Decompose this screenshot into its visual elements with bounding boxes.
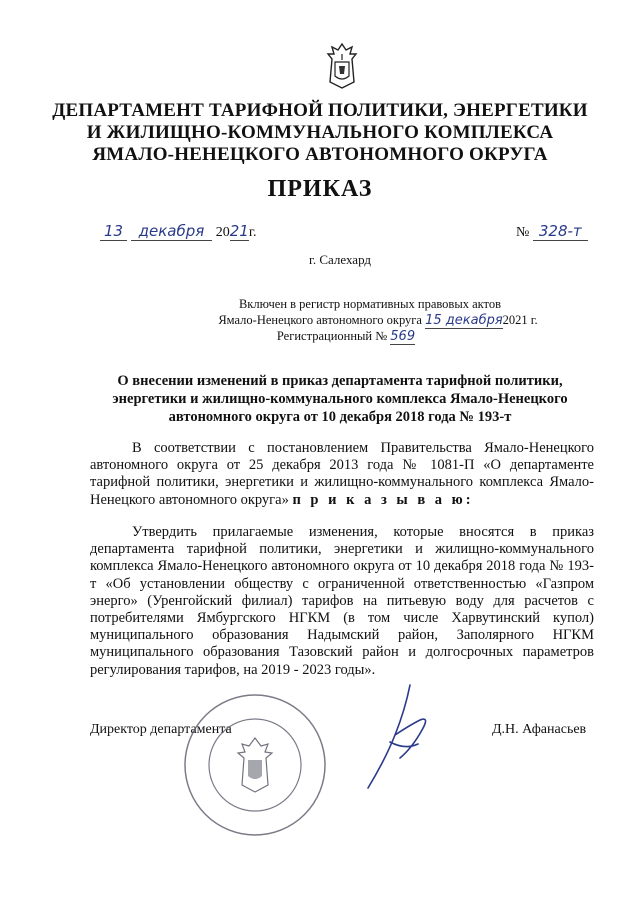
number-label: №	[516, 225, 530, 240]
date-day: 13	[100, 222, 127, 241]
preamble-text: В соответствии с постановлением Правительства Ямало-Ненецкого автономного округа от 25 декабря 2013 года № 1081-П «О департаменте тарифной политики, энергетики и жилищно-коммунального комплекса Ямало-Ненецкого автономного округа»	[90, 440, 594, 508]
order-date	[100, 222, 257, 241]
official-seal	[180, 690, 330, 840]
registry-line-3	[26, 328, 640, 345]
order-word: п р и к а з ы в а ю:	[292, 491, 474, 508]
body-paragraph	[90, 524, 594, 679]
registry-number-label: Регистрационный №	[276, 329, 388, 343]
signatory-role: Директор департамента	[90, 722, 232, 737]
coat-of-arms-icon	[322, 42, 362, 90]
subject-line-1: О внесении изменений в приказ департамента тарифной политики,	[117, 373, 563, 389]
registry-year: 2021 г.	[502, 313, 538, 327]
registry-line-1: Включен в регистр нормативных правовых актов	[238, 297, 502, 311]
body-text: Утвердить прилагаемые изменения, которые вносятся в приказ департамента тарифной политики, энергетики и жилищно-коммунального комплекса Ямало-Ненецкого автономного округа от 10 декабря 2018 года № 193-т «Об установлении обществу с ограниченной ответственностью «Газпром энерго» (Уренгойский филиал) тарифов на питьевую воду для расчетов с потребителями Ямбургского НГКМ (в том числе Харвутинский купол) муниципального образования Надымский район, Заполярного НГКМ муниципального образования Тазовский район и долгосрочных параметров регулирования тарифов, на 2019 - 2023 годы».	[90, 524, 594, 678]
date-year-prefix: 20	[215, 225, 230, 240]
signatory-name: Д.Н. Афанасьев	[492, 722, 587, 737]
registry-line-2	[58, 312, 640, 329]
registry-date: 15 декабря	[425, 313, 503, 328]
city: г. Салехард	[308, 252, 372, 267]
registry-region: Ямало-Ненецкого автономного округа	[218, 313, 422, 327]
registry-number-value: 569	[390, 329, 416, 344]
date-suffix: г.	[248, 225, 257, 240]
subject-line-3: автономного округа от 10 декабря 2018 года № 193-т	[168, 409, 512, 425]
department-name-line-1: ДЕПАРТАМЕНТ ТАРИФНОЙ ПОЛИТИКИ, ЭНЕРГЕТИКИ	[52, 100, 588, 121]
number-value: 328-т	[533, 222, 588, 241]
order-number	[516, 222, 588, 241]
preamble-paragraph	[90, 440, 594, 509]
department-name-line-2: И ЖИЛИЩНО-КОММУНАЛЬНОГО КОМПЛЕКСА	[86, 122, 554, 143]
date-month: декабря	[131, 222, 213, 241]
department-name-line-3: ЯМАЛО-НЕНЕЦКОГО АВТОНОМНОГО ОКРУГА	[92, 144, 548, 165]
subject-line-2: энергетики и жилищно-коммунального комплекса Ямало-Ненецкого	[112, 391, 568, 407]
document-title: ПРИКАЗ	[267, 176, 373, 202]
date-year-suffix: 21	[229, 222, 249, 240]
handwritten-signature	[350, 680, 460, 800]
